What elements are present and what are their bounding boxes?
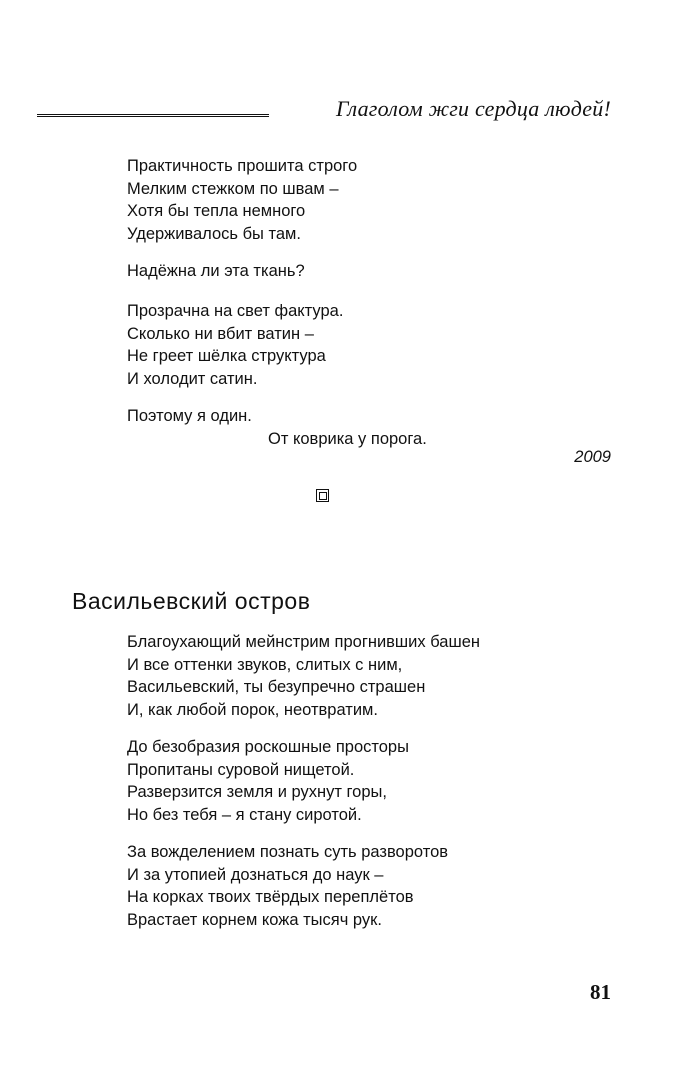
header-rule: [37, 114, 269, 117]
poem-line: Но без тебя – я стану сиротой.: [127, 805, 362, 824]
poem2-stanza-1: [127, 631, 480, 721]
poem-line: Благоухающий мейнстрим прогнивших башен: [127, 633, 480, 651]
poem-line: Надёжна ли эта ткань?: [127, 262, 305, 280]
poem-line: Поэтому я один.: [127, 407, 252, 425]
poem2-stanza-3: [127, 841, 448, 931]
poem-line: Практичность прошита строго: [127, 157, 358, 175]
poem2-stanza-2: [127, 736, 409, 826]
running-head: Глаголом жги сердца людей!: [336, 96, 611, 121]
poem-line: Разверзится земля и рухнут горы,: [127, 783, 387, 801]
poem-line: Пропитаны суровой нищетой.: [127, 760, 355, 779]
poem-title: Васильевский остров: [72, 588, 311, 614]
page-number: 81: [590, 980, 611, 1004]
poem1-stanza-1: [127, 155, 357, 245]
poem-year: 2009: [574, 448, 611, 466]
poem-line: И все оттенки звуков, слитых с ним,: [127, 655, 403, 674]
poem1-stanza-4: [127, 405, 427, 450]
poem-line: Удерживалось бы там.: [127, 224, 301, 243]
section-divider-icon: [316, 489, 329, 502]
poem-line: На корках твоих твёрдых переплётов: [127, 888, 414, 906]
poem-line: Сколько ни вбит ватин –: [127, 324, 314, 343]
poem-line: И, как любой порок, неотвратим.: [127, 700, 378, 719]
poem-line: За вожделением познать суть разворотов: [127, 843, 449, 861]
poem-line: До безобразия роскошные просторы: [127, 738, 409, 756]
poem-line: Мелким стежком по швам –: [127, 179, 339, 198]
poem-line: Прозрачна на свет фактура.: [127, 302, 344, 320]
poem-line: И за утопией дознаться до наук –: [127, 865, 384, 884]
poem-line: Хотя бы тепла немного: [127, 202, 306, 220]
poem-line: От коврика у порога.: [268, 429, 427, 448]
poem1-stanza-2: [127, 260, 305, 283]
poem-line: Врастает корнем кожа тысяч рук.: [127, 910, 382, 929]
poem-line: И холодит сатин.: [127, 369, 258, 388]
poem1-stanza-3: [127, 300, 343, 390]
poem-line: Не греет шёлка структура: [127, 347, 326, 365]
poem-line: Васильевский, ты безупречно страшен: [127, 678, 426, 696]
